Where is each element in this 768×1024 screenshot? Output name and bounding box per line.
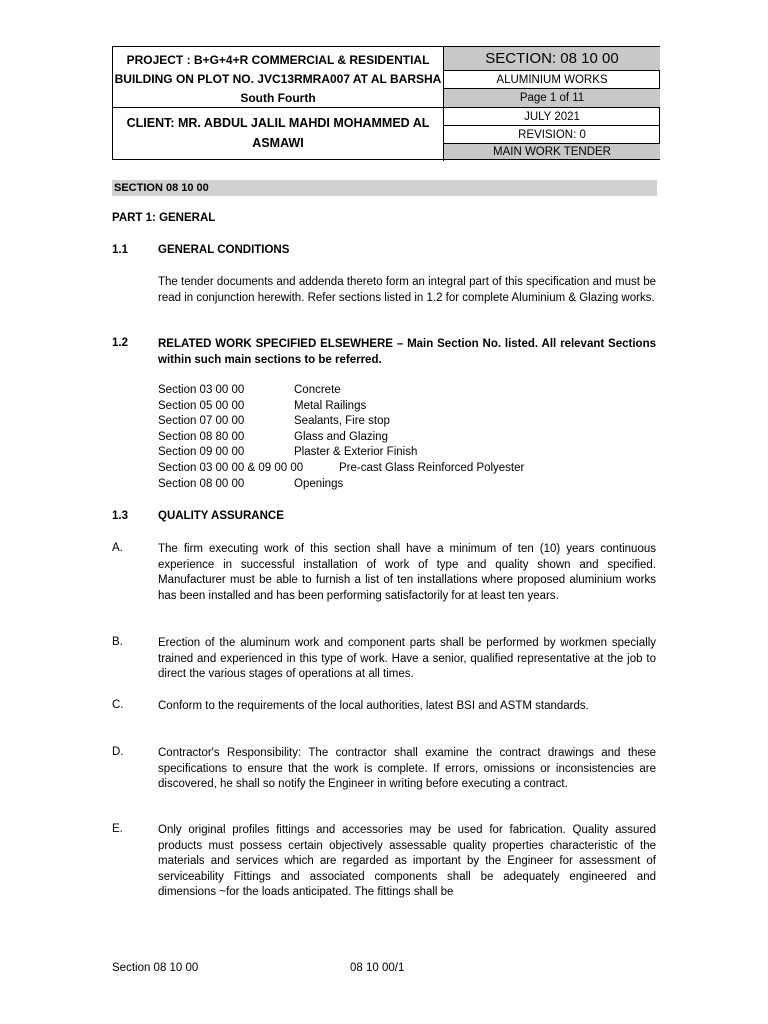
item-text: Conform to the requirements of the local authorities, latest BSI and ASTM standards. (158, 700, 589, 712)
revision: REVISION: 0 (444, 126, 660, 144)
project-line-2: BUILDING ON PLOT NO. JVC13RMRA007 AT AL BARSHA (114, 72, 442, 86)
header-info-column (444, 47, 660, 159)
section-name: Concrete (294, 384, 341, 396)
project-cell (113, 47, 444, 108)
item-text: Contractor's Responsibility: The contractor shall examine the contract drawings and these specifications to ensure that the work is complete. If errors, omissions or inconsistencies are discovered, he shall so notify the Engineer in writing before executing a contract. (158, 747, 656, 791)
project-line-3: South Fourth (240, 91, 316, 105)
related-section-row (158, 384, 341, 396)
client-cell (113, 108, 444, 161)
section-code: Section 05 00 00 (158, 400, 245, 412)
part-title: PART 1: GENERAL (112, 212, 216, 224)
section-number: SECTION: 08 10 00 (444, 47, 660, 71)
item-label: A. (112, 542, 123, 554)
related-section-row (158, 400, 366, 412)
section-code: Section 08 80 00 (158, 431, 245, 443)
works-title: ALUMINIUM WORKS (444, 71, 660, 89)
clause-number-1-1: 1.1 (112, 244, 128, 256)
section-code: Section 03 00 00 (158, 384, 245, 396)
page-number: Page 1 of 11 (444, 89, 660, 108)
client-line-1: CLIENT: MR. ABDUL JALIL MAHDI MOHAMMED AL (126, 116, 430, 130)
section-name: Glass and Glazing (294, 431, 388, 443)
clause-title-1-2: RELATED WORK SPECIFIED ELSEWHERE – Main Section No. listed. All relevant Sections within such main sections to be referred. (158, 338, 656, 366)
related-section-row (158, 478, 343, 490)
section-code: Section 07 00 00 (158, 415, 245, 427)
footer-section: Section 08 10 00 (112, 962, 199, 974)
issue-date: JULY 2021 (444, 108, 660, 126)
item-label: C. (112, 699, 124, 711)
clause-text-1-1: The tender documents and addenda thereto form an integral part of this specification and must be read in conjunction herewith. Refer sections listed in 1.2 for complete Aluminium & Glazing works. (158, 276, 656, 304)
tender-label: MAIN WORK TENDER (444, 144, 660, 159)
section-bar: SECTION 08 10 00 (112, 180, 657, 196)
clause-number-1-3: 1.3 (112, 510, 128, 522)
item-label: E. (112, 823, 123, 835)
clause-title-1-1: GENERAL CONDITIONS (158, 244, 290, 256)
item-label: D. (112, 746, 124, 758)
section-name: Openings (294, 478, 344, 490)
related-section-row (158, 415, 390, 427)
footer-page-ref: 08 10 00/1 (350, 962, 405, 974)
section-code: Section 08 00 00 (158, 478, 245, 490)
section-name: Plaster & Exterior Finish (294, 446, 418, 458)
section-name: Pre-cast Glass Reinforced Polyester (339, 462, 525, 474)
section-code: Section 09 00 00 (158, 446, 245, 458)
client-line-2: ASMAWI (252, 136, 304, 150)
section-name: Sealants, Fire stop (294, 415, 390, 427)
header-table (112, 46, 660, 160)
clause-title-1-3: QUALITY ASSURANCE (158, 510, 284, 522)
item-label: B. (112, 636, 123, 648)
related-section-row (158, 431, 388, 443)
clause-number-1-2: 1.2 (112, 337, 128, 349)
project-line-1: PROJECT : B+G+4+R COMMERCIAL & RESIDENTIAL (126, 53, 430, 67)
section-name: Metal Railings (294, 400, 367, 412)
item-text: The firm executing work of this section shall have a minimum of ten (10) years continuous experience in successful installation of work of type and quality shown and specified. Manufacturer must be able to furnish a list of ten installations where proposed aluminium works has been installed and has been performing satisfactorily for at least ten years. (158, 543, 656, 602)
section-code: Section 03 00 00 & 09 00 00 (158, 462, 304, 474)
related-section-row (158, 446, 417, 458)
item-text: Erection of the aluminum work and component parts shall be performed by workmen specially trained and experienced in this type of work. Have a senior, qualified representative at the job to direct the various stages of operations at all times. (158, 637, 656, 681)
item-text: Only original profiles fittings and accessories may be used for fabrication. Quality assured products must possess certain objectively assessable quality properties characteristic of the materials and services which are regarded as important by the Engineer for assessment of serviceability Fittings and associated components shall be adequately engineered and dimensions ~for the loads anticipated. The fittings shall be (158, 824, 656, 899)
related-section-row (158, 462, 524, 474)
